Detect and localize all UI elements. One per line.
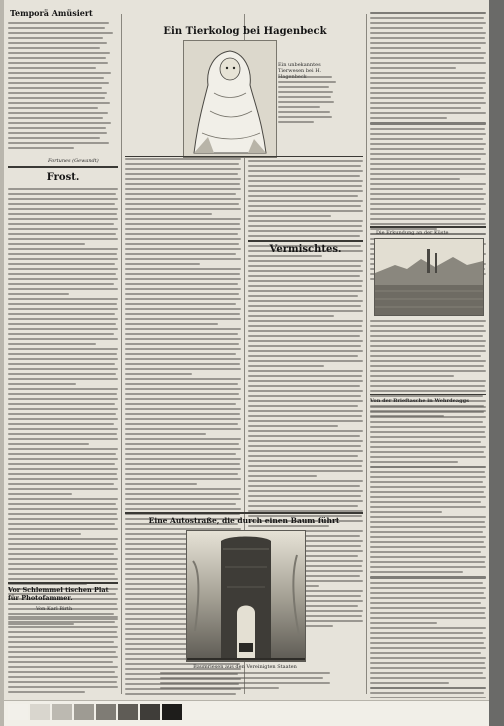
poem-text	[8, 22, 118, 152]
vermischtes-title: Vermischtes.	[269, 244, 342, 255]
section-divider	[370, 394, 486, 395]
coast-scene-drawing	[375, 239, 483, 315]
autostrasse-title: Eine Autostraße, die durch einen Baum führt	[148, 516, 340, 525]
section-divider	[125, 512, 363, 514]
poem-author: Fortunes (Gewandt)	[48, 158, 99, 164]
calibration-swatch	[118, 704, 138, 720]
right-section-title: Von der Brieftasche in Wehrdeaggs	[370, 398, 469, 404]
calibration-swatch	[52, 704, 72, 720]
section-divider	[370, 226, 486, 228]
scanner-edge	[489, 0, 504, 726]
calibration-swatch	[96, 704, 116, 720]
small-story-author: Von Karl Birth	[36, 606, 73, 612]
tierkolog-caption: Ein unbekanntes Tierwesen bei H.	[278, 62, 322, 74]
frost-title: Frost.	[46, 172, 80, 183]
small-story-title: Vor Schlemmel tischen Plat für Photofammer.	[8, 586, 109, 602]
section-divider	[8, 582, 118, 584]
small-story-text	[8, 616, 118, 696]
poem-title: Temporä Amüsiert	[10, 8, 93, 18]
calibration-swatch	[162, 704, 182, 720]
autostrasse-caption: Baumriesen aus den Vereinigten Staaten	[193, 664, 297, 670]
column-rule	[121, 14, 122, 694]
right-photo-caption: Die Erkundung an der Küste	[376, 230, 449, 236]
calibration-swatch	[8, 704, 28, 720]
column-4-text-mid	[370, 320, 486, 420]
column-4	[370, 8, 486, 698]
calibration-swatch	[140, 704, 160, 720]
giant-tree-photo	[186, 530, 306, 662]
calibration-swatch	[30, 704, 50, 720]
section-divider	[248, 240, 363, 242]
tierkolog-title: Ein Tierkolog bei Hagenbeck	[163, 26, 327, 37]
column-1	[8, 8, 118, 698]
autostrasse-caption-lines	[160, 672, 330, 692]
section-divider	[8, 166, 118, 168]
calibration-swatch	[74, 704, 94, 720]
column-4-text-bottom	[370, 406, 486, 698]
column-rule	[366, 14, 367, 694]
tree-tunnel-drawing	[187, 531, 305, 661]
frost-text	[8, 188, 118, 628]
coastal-photo	[374, 238, 484, 316]
